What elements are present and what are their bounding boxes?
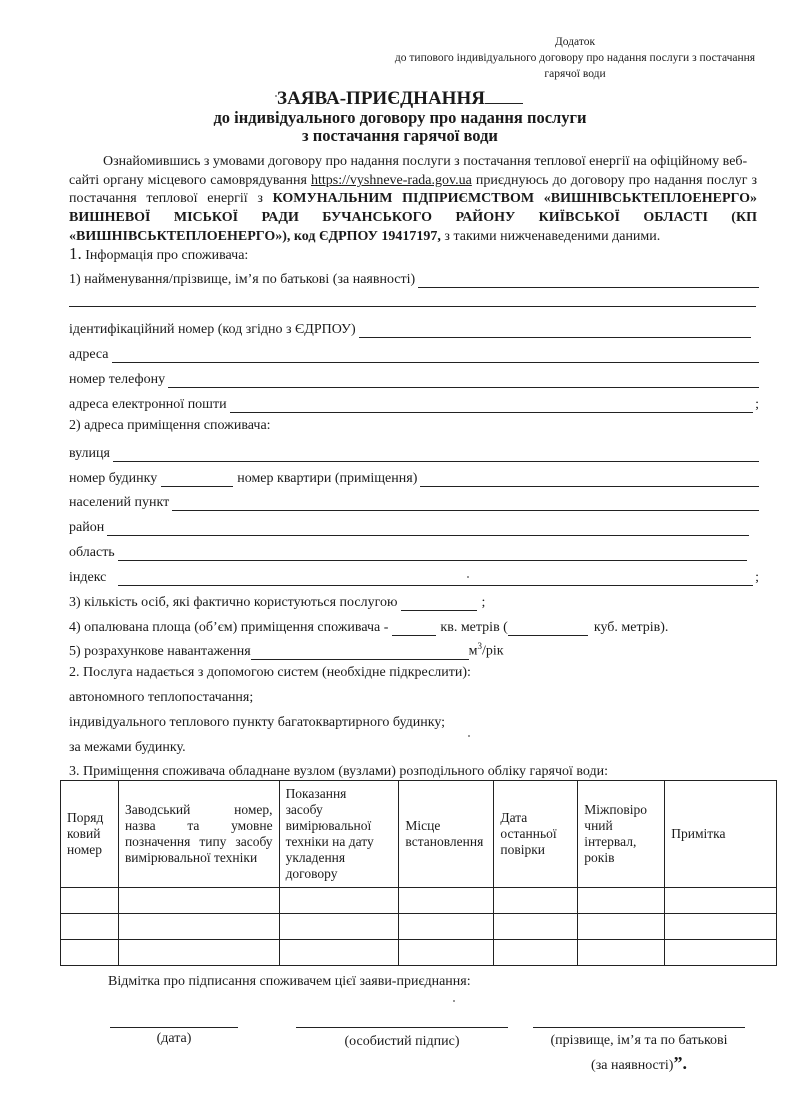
load-unit-tail: /рік — [482, 644, 504, 659]
persons-label: 3) кількість осіб, які фактично користуються послугою — [69, 595, 398, 610]
document-subtitle: до індивідуального договору про надання послуги — [213, 108, 587, 127]
load-field[interactable] — [251, 646, 469, 660]
area-label: 4) опалювана площа (об’єм) приміщення споживача - — [69, 620, 389, 635]
full-name-label-text: (за наявності) — [591, 1058, 674, 1073]
appendix-header — [390, 34, 760, 82]
district-row — [69, 516, 759, 536]
street-field[interactable] — [113, 448, 759, 462]
phone-field[interactable] — [168, 374, 759, 388]
signature-note: Відмітка про підписання споживачем цієї заяви-приєднання: — [108, 974, 471, 989]
full-name-field[interactable] — [533, 1027, 745, 1028]
appendix-line: до типового індивідуального договору про надання послуги з постачання — [394, 52, 756, 64]
header-text: вимірювальної — [285, 818, 372, 833]
table-cell[interactable] — [118, 940, 279, 966]
header-text: позначення типу засобу — [124, 834, 273, 849]
intro-line: Ознайомившись з умовами договору про надання послуги з постачання теплової енергії на офіційному веб- — [103, 154, 748, 169]
persons-row — [69, 591, 759, 611]
load-unit — [469, 641, 504, 660]
full-name-label: (прізвище, ім’я та по батькові — [550, 1033, 728, 1048]
column-header — [118, 781, 279, 888]
header-text: номер — [67, 842, 103, 857]
header-text: укладення — [285, 850, 346, 865]
house-number-label: номер будинку — [69, 471, 158, 486]
settlement-label: населений пункт — [69, 495, 170, 510]
consumer-name-field-continuation[interactable] — [69, 306, 756, 307]
table-cell[interactable] — [399, 914, 494, 940]
column-header: Місце встановлення — [399, 781, 494, 888]
date-field[interactable] — [110, 1027, 238, 1028]
district-field[interactable] — [107, 522, 749, 536]
street-label: вулиця — [69, 446, 110, 461]
header-text: інтервал, — [584, 834, 637, 849]
table-cell[interactable] — [665, 940, 777, 966]
header-text: Міжповіро — [584, 802, 647, 817]
header-text: засобу — [285, 802, 323, 817]
header-text: повірки — [500, 842, 546, 857]
header-text: вимірювальної техніки — [124, 850, 258, 865]
section-number: 1. — [69, 244, 82, 263]
table-cell[interactable] — [578, 940, 665, 966]
district-label: район — [69, 520, 105, 535]
table-cell[interactable] — [665, 888, 777, 914]
header-text: договору — [285, 866, 338, 881]
intro-text: сайті органу місцевого самоврядування — [69, 172, 307, 188]
load-row — [69, 640, 759, 660]
table-cell[interactable] — [118, 914, 279, 940]
header-text: років — [584, 850, 615, 865]
full-name-label-continued — [533, 1053, 745, 1074]
document-subtitle: з постачання гарячої води — [302, 126, 498, 145]
system-option-autonomous[interactable]: автономного теплопостачання; — [69, 690, 254, 705]
area-field[interactable] — [392, 622, 436, 636]
address-row — [69, 343, 759, 363]
settlement-row — [69, 491, 759, 511]
table-cell[interactable] — [494, 940, 578, 966]
meters-table — [60, 780, 777, 966]
signature-label: (особистий підпис) — [344, 1034, 460, 1049]
council-website-link[interactable]: https://vyshneve-rada.gov.ua — [310, 172, 472, 188]
header-text: чний — [584, 818, 613, 833]
provider-code: «ВИШНІВСЬКТЕПЛОЕНЕРГО»), код ЄДРПОУ 19417197, — [69, 228, 441, 244]
system-option-outside[interactable]: за межами будинку. — [69, 740, 186, 755]
intro-text: постачання теплової енергії з — [69, 191, 263, 207]
intro-text: з такими нижченаведеними даними. — [444, 228, 661, 244]
column-header — [578, 781, 665, 888]
table-cell[interactable] — [61, 914, 119, 940]
document-title — [0, 86, 800, 110]
column-header: Примітка — [665, 781, 777, 888]
region-label: область — [69, 545, 115, 560]
header-text: техніки на дату — [285, 834, 374, 849]
index-row — [69, 566, 759, 586]
persons-count-field[interactable] — [401, 597, 477, 611]
appendix-line: гарячої води — [544, 68, 606, 80]
load-label: 5) розрахункове навантаження — [69, 644, 251, 659]
phone-label: номер телефону — [69, 372, 166, 387]
load-unit-base: м — [468, 644, 478, 659]
document-title-text: ЗАЯВА-ПРИЄДНАННЯ — [277, 88, 485, 109]
apartment-number-field[interactable] — [420, 473, 759, 487]
section-3-heading: 3. Приміщення споживача обладнане вузлом (вузлами) розподільного обліку гарячої води: — [69, 764, 608, 779]
consumer-name-row — [69, 268, 759, 288]
id-number-field[interactable] — [359, 324, 751, 338]
email-row — [69, 393, 759, 413]
consumer-name-field[interactable] — [418, 274, 759, 288]
header-text: останньої — [500, 826, 557, 841]
volume-field[interactable] — [508, 622, 588, 636]
closing-quote: ”. — [673, 1053, 687, 1073]
table-cell[interactable] — [578, 914, 665, 940]
application-number-blank[interactable] — [485, 86, 523, 104]
header-text: назва та умовне — [124, 818, 273, 833]
email-label: адреса електронної пошти — [69, 397, 227, 412]
scan-speck — [275, 95, 277, 97]
house-apartment-row — [69, 467, 759, 487]
intro-line — [69, 172, 757, 191]
address-field[interactable] — [112, 349, 760, 363]
signature-field[interactable] — [296, 1027, 508, 1028]
table-cell[interactable] — [61, 940, 119, 966]
address-label: адреса — [69, 347, 109, 362]
header-text: ковий — [67, 826, 101, 841]
table-cell[interactable] — [578, 888, 665, 914]
appendix-title: Додаток — [554, 36, 596, 48]
index-field[interactable] — [118, 572, 753, 586]
intro-line — [69, 209, 757, 228]
punctuation: ; — [481, 595, 486, 610]
column-header — [494, 781, 578, 888]
house-number-field[interactable] — [161, 473, 233, 487]
region-row — [69, 541, 759, 561]
column-header — [279, 781, 399, 888]
load-unit-power: 3 — [477, 641, 483, 652]
header-text: Дата — [500, 810, 528, 825]
table-cell[interactable] — [279, 888, 399, 914]
consumer-name-label: 1) найменування/прізвище, ім’я по батькові (за наявності) — [69, 272, 416, 287]
punctuation: ; — [755, 397, 759, 412]
punctuation: ; — [755, 570, 759, 585]
intro-line — [69, 190, 757, 209]
index-label: індекс — [69, 570, 107, 585]
table-row — [61, 940, 777, 966]
intro-text: приєднуюсь до договору про надання послуг з — [475, 172, 758, 188]
area-row — [69, 616, 759, 636]
table-cell[interactable] — [279, 940, 399, 966]
street-row — [69, 442, 759, 462]
phone-row — [69, 368, 759, 388]
system-option-individual-point[interactable]: індивідуального теплового пункту багатоквартирного будинку; — [69, 715, 446, 730]
section-2-heading: 2. Послуга надається з допомогою систем (необхідне підкреслити): — [69, 665, 471, 680]
header-text: Заводський номер, — [124, 802, 273, 817]
section-1-heading — [69, 244, 248, 264]
table-cell[interactable] — [399, 888, 494, 914]
region-field[interactable] — [118, 547, 747, 561]
table-cell[interactable] — [399, 940, 494, 966]
scan-speck — [453, 1000, 455, 1002]
header-text: Показання — [285, 786, 347, 801]
table-cell[interactable] — [61, 888, 119, 914]
column-header — [61, 781, 119, 888]
provider-name: ВИШНЕВОЇ МІСЬКОЇ РАДИ БУЧАНСЬКОГО РАЙОНУ КИЇВСЬКОЇ ОБЛАСТІ (КП — [69, 210, 757, 226]
email-field[interactable] — [230, 399, 754, 413]
id-number-label: ідентифікаційний номер (код згідно з ЄДРПОУ) — [69, 322, 356, 337]
table-cell[interactable] — [494, 888, 578, 914]
meters-table-header — [61, 781, 777, 888]
table-cell[interactable] — [665, 914, 777, 940]
premises-heading: 2) адреса приміщення споживача: — [69, 418, 271, 433]
apartment-number-label: номер квартири (приміщення) — [237, 471, 418, 486]
provider-name: КОМУНАЛЬНИМ ПІДПРИЄМСТВОМ «ВИШНІВСЬКТЕПЛОЕНЕРГО» — [272, 191, 757, 207]
section-title: Інформація про споживача: — [85, 248, 249, 263]
scan-speck — [468, 735, 470, 737]
volume-unit: куб. метрів). — [593, 620, 669, 635]
intro-paragraph — [69, 153, 757, 247]
header-text: Поряд — [67, 810, 104, 825]
table-row — [61, 888, 777, 914]
table-cell[interactable] — [118, 888, 279, 914]
table-cell[interactable] — [279, 914, 399, 940]
table-row — [61, 914, 777, 940]
scan-speck — [467, 576, 469, 578]
settlement-field[interactable] — [172, 497, 759, 511]
table-cell[interactable] — [494, 914, 578, 940]
area-unit: кв. метрів ( — [440, 620, 508, 635]
date-label: (дата) — [156, 1031, 192, 1046]
id-number-row — [69, 318, 759, 338]
